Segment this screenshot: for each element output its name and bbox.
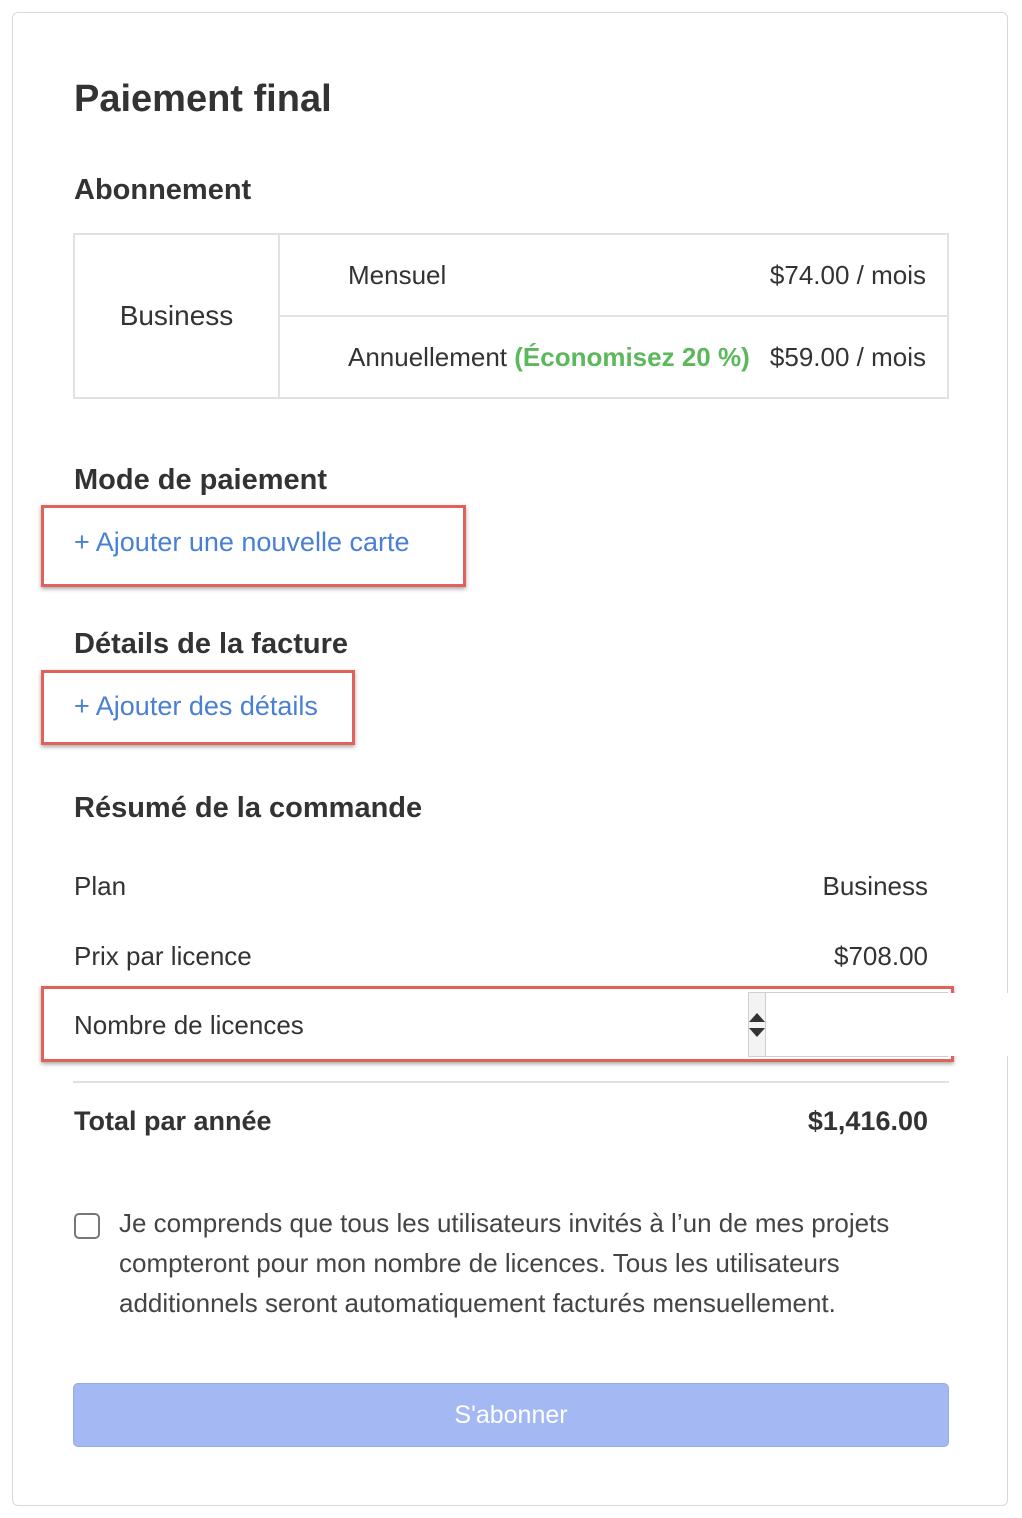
plan-option-monthly[interactable] [280,235,947,315]
licence-count-stepper[interactable] [748,992,948,1057]
subscribe-button[interactable]: S'abonner [73,1383,949,1447]
summary-plan-value: Business [822,871,928,901]
invoice-details-heading: Détails de la facture [74,628,348,660]
summary-divider [73,1081,949,1083]
plan-option-price: $74.00 / mois [769,259,926,290]
savings-badge: (Économisez 20 %) [514,341,750,372]
plan-option-label: Mensuel [348,259,447,290]
licence-count-label: Nombre de licences [74,1010,304,1040]
summary-plan-row [74,871,928,902]
plan-options [280,235,947,397]
summary-price-row [74,941,928,972]
page-title: Paiement final [74,78,332,120]
summary-price-value: $708.00 [834,941,928,971]
licence-count-input[interactable] [766,993,1022,1056]
plan-option-label-group [348,342,750,373]
plan-name: Business [75,235,280,397]
plan-option-label: Annuellement [348,341,507,372]
plan-option-yearly[interactable] [280,315,947,397]
add-details-link[interactable]: + Ajouter des détails [74,691,318,721]
summary-plan-label: Plan [74,871,127,901]
arrow-up-icon[interactable] [749,1013,765,1022]
order-summary-heading: Résumé de la commande [74,792,423,824]
total-row [74,1106,928,1137]
payment-method-heading: Mode de paiement [74,464,327,496]
total-label: Total par année [74,1106,272,1136]
plan-table [73,233,949,399]
up-down-arrows-icon[interactable] [749,993,766,1056]
arrow-down-icon[interactable] [749,1028,765,1037]
add-card-link[interactable]: + Ajouter une nouvelle carte [74,527,410,557]
summary-price-label: Prix par licence [74,941,252,971]
subscription-heading: Abonnement [74,174,252,206]
agreement-text: Je comprends que tous les utilisateurs invités à l’un de mes projets compteront pour mon nombre de licences. Tous les utilisateurs additionnels seront automatiquement facturés mensuellement. [119,1208,890,1318]
total-value: $1,416.00 [807,1106,928,1136]
plan-option-price: $59.00 / mois [769,341,926,372]
agreement-checkbox[interactable] [74,1213,100,1239]
